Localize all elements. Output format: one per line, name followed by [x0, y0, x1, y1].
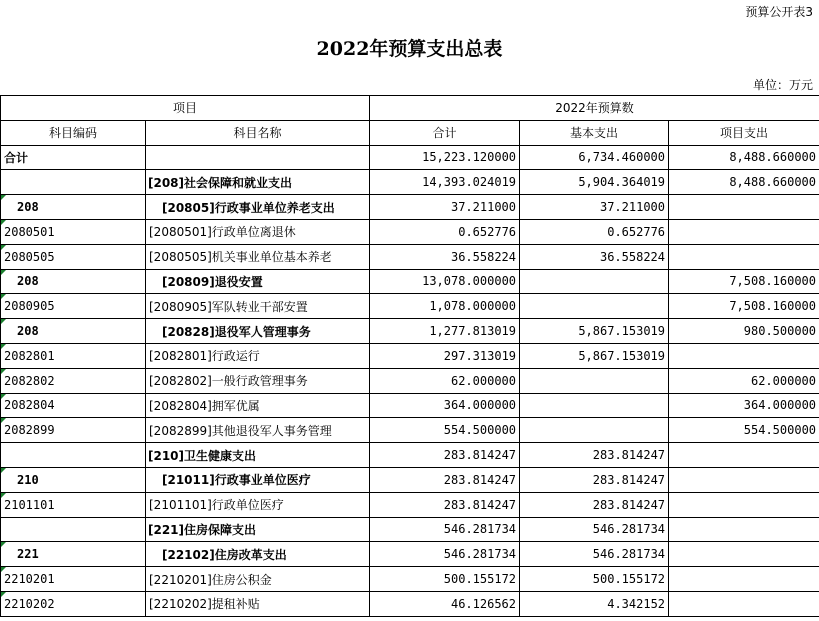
cell-project[interactable]: 7,508.160000	[669, 294, 819, 319]
cell-name[interactable]: [2082802]一般行政管理事务	[146, 368, 370, 393]
cell-name[interactable]: [20805]行政事业单位养老支出	[146, 195, 370, 220]
cell-code-text: 2080501	[4, 224, 55, 239]
cell-basic[interactable]: 546.281734	[520, 517, 669, 542]
cell-marker-icon	[1, 542, 6, 547]
cell-marker-icon	[1, 220, 6, 225]
cell-code[interactable]	[1, 443, 146, 468]
table-row[interactable]	[1, 393, 819, 418]
cell-code-text: 2082899	[4, 423, 55, 438]
cell-basic[interactable]: 283.814247	[520, 467, 669, 492]
cell-total[interactable]: 1,078.000000	[370, 294, 520, 319]
cell-total[interactable]: 546.281734	[370, 517, 520, 542]
cell-project[interactable]	[669, 567, 819, 592]
cell-basic[interactable]: 546.281734	[520, 542, 669, 567]
cell-basic[interactable]: 6,734.460000	[520, 145, 669, 170]
cell-project[interactable]	[669, 219, 819, 244]
budget-table	[0, 95, 819, 617]
cell-project[interactable]	[669, 443, 819, 468]
header-total: 合计	[370, 120, 520, 145]
cell-code[interactable]	[1, 343, 146, 368]
table-row[interactable]	[1, 492, 819, 517]
cell-name[interactable]: [210]卫生健康支出	[146, 443, 370, 468]
cell-code[interactable]	[1, 219, 146, 244]
cell-name[interactable]: [208]社会保障和就业支出	[146, 170, 370, 195]
cell-name[interactable]: [2101101]行政单位医疗	[146, 492, 370, 517]
cell-marker-icon	[1, 294, 6, 299]
cell-code-text: 2080905	[4, 299, 55, 314]
cell-code-text: 2082802	[4, 373, 55, 388]
table-row[interactable]	[1, 443, 819, 468]
header-code: 科目编码	[1, 120, 146, 145]
cell-name[interactable]: [2082804]拥军优属	[146, 393, 370, 418]
cell-code[interactable]	[1, 294, 146, 319]
table-row[interactable]	[1, 170, 819, 195]
table-row[interactable]	[1, 294, 819, 319]
table-row[interactable]	[1, 542, 819, 567]
cell-project[interactable]: 8,488.660000	[669, 170, 819, 195]
cell-marker-icon	[1, 270, 6, 275]
cell-code[interactable]	[1, 591, 146, 616]
cell-total[interactable]: 283.814247	[370, 467, 520, 492]
table-row[interactable]	[1, 418, 819, 443]
cell-marker-icon	[1, 195, 6, 200]
cell-code-text: 208	[17, 274, 39, 289]
header-name: 科目名称	[146, 120, 370, 145]
table-row[interactable]	[1, 195, 819, 220]
header-row-columns	[1, 120, 819, 145]
cell-project[interactable]: 62.000000	[669, 368, 819, 393]
cell-name[interactable]: [2080501]行政单位离退休	[146, 219, 370, 244]
cell-total[interactable]: 283.814247	[370, 492, 520, 517]
cell-total[interactable]: 37.211000	[370, 195, 520, 220]
cell-marker-icon	[1, 592, 6, 597]
cell-basic[interactable]	[520, 393, 669, 418]
cell-marker-icon	[1, 394, 6, 399]
cell-code-text: 208	[17, 200, 39, 215]
cell-code[interactable]	[1, 195, 146, 220]
cell-code-text: 2082801	[4, 348, 55, 363]
cell-project[interactable]	[669, 517, 819, 542]
cell-basic[interactable]: 283.814247	[520, 492, 669, 517]
cell-code[interactable]	[1, 517, 146, 542]
cell-basic[interactable]	[520, 294, 669, 319]
cell-code[interactable]	[1, 492, 146, 517]
cell-code[interactable]	[1, 368, 146, 393]
cell-name[interactable]: [2080905]军队转业干部安置	[146, 294, 370, 319]
cell-basic[interactable]: 500.155172	[520, 567, 669, 592]
cell-total[interactable]: 546.281734	[370, 542, 520, 567]
cell-total[interactable]: 36.558224	[370, 244, 520, 269]
cell-code[interactable]	[1, 467, 146, 492]
table-row[interactable]	[1, 517, 819, 542]
cell-project[interactable]: 980.500000	[669, 319, 819, 344]
cell-name[interactable]: [2082899]其他退役军人事务管理	[146, 418, 370, 443]
cell-code[interactable]: 合计	[1, 145, 146, 170]
cell-code[interactable]	[1, 542, 146, 567]
cell-code-text: 2080505	[4, 249, 55, 264]
table-row[interactable]	[1, 145, 819, 170]
cell-code-text: 208	[17, 324, 39, 339]
cell-project[interactable]	[669, 591, 819, 616]
cell-name[interactable]: [2082801]行政运行	[146, 343, 370, 368]
cell-basic[interactable]: 0.652776	[520, 219, 669, 244]
cell-code-text: 221	[17, 547, 39, 562]
cell-basic[interactable]: 5,904.364019	[520, 170, 669, 195]
table-tag: 预算公开表3	[745, 5, 813, 19]
cell-code[interactable]	[1, 393, 146, 418]
table-row[interactable]	[1, 219, 819, 244]
cell-marker-icon	[1, 369, 6, 374]
cell-total[interactable]: 46.126562	[370, 591, 520, 616]
cell-total[interactable]: 554.500000	[370, 418, 520, 443]
cell-project[interactable]	[669, 542, 819, 567]
cell-total[interactable]: 0.652776	[370, 219, 520, 244]
cell-marker-icon	[1, 567, 6, 572]
cell-marker-icon	[1, 245, 6, 250]
cell-total[interactable]: 13,078.000000	[370, 269, 520, 294]
table-row[interactable]	[1, 269, 819, 294]
cell-name[interactable]	[146, 145, 370, 170]
cell-code-text: 2210201	[4, 572, 55, 587]
cell-code[interactable]	[1, 170, 146, 195]
cell-name[interactable]: [2080505]机关事业单位基本养老	[146, 244, 370, 269]
table-row[interactable]	[1, 567, 819, 592]
cell-name[interactable]: [2210202]提租补贴	[146, 591, 370, 616]
cell-name[interactable]: [22102]住房改革支出	[146, 542, 370, 567]
page-title: 2022年预算支出总表	[316, 38, 503, 60]
cell-project[interactable]	[669, 244, 819, 269]
cell-total[interactable]: 500.155172	[370, 567, 520, 592]
cell-name[interactable]: [2210201]住房公积金	[146, 567, 370, 592]
cell-project[interactable]	[669, 467, 819, 492]
table-row[interactable]	[1, 244, 819, 269]
cell-basic[interactable]	[520, 418, 669, 443]
unit-label: 单位：万元	[752, 78, 813, 92]
cell-basic[interactable]: 36.558224	[520, 244, 669, 269]
cell-marker-icon	[1, 418, 6, 423]
header-project: 项目支出	[669, 120, 819, 145]
table-row[interactable]	[1, 591, 819, 616]
cell-total[interactable]: 283.814247	[370, 443, 520, 468]
cell-project[interactable]: 364.000000	[669, 393, 819, 418]
table-row[interactable]	[1, 467, 819, 492]
table-row[interactable]	[1, 319, 819, 344]
cell-code-text: 2082804	[4, 398, 55, 413]
cell-name[interactable]: [20809]退役安置	[146, 269, 370, 294]
cell-basic[interactable]	[520, 269, 669, 294]
table-row[interactable]	[1, 368, 819, 393]
cell-code[interactable]	[1, 244, 146, 269]
cell-code[interactable]	[1, 567, 146, 592]
cell-project[interactable]: 8,488.660000	[669, 145, 819, 170]
header-item-group: 项目	[1, 96, 370, 121]
header-budget-group: 2022年预算数	[370, 96, 819, 121]
cell-basic[interactable]: 4.342152	[520, 591, 669, 616]
cell-project[interactable]: 554.500000	[669, 418, 819, 443]
cell-basic[interactable]: 37.211000	[520, 195, 669, 220]
cell-basic[interactable]: 283.814247	[520, 443, 669, 468]
cell-basic[interactable]: 5,867.153019	[520, 343, 669, 368]
cell-project[interactable]	[669, 343, 819, 368]
cell-name[interactable]: [20828]退役军人管理事务	[146, 319, 370, 344]
table-row[interactable]	[1, 343, 819, 368]
cell-total[interactable]: 15,223.120000	[370, 145, 520, 170]
cell-code-text: 2101101	[4, 497, 55, 512]
cell-total[interactable]: 364.000000	[370, 393, 520, 418]
cell-code[interactable]	[1, 418, 146, 443]
cell-marker-icon	[1, 319, 6, 324]
cell-code-text: 2210202	[4, 596, 55, 611]
cell-marker-icon	[1, 344, 6, 349]
cell-total[interactable]: 297.313019	[370, 343, 520, 368]
cell-project[interactable]: 7,508.160000	[669, 269, 819, 294]
cell-total[interactable]: 1,277.813019	[370, 319, 520, 344]
cell-basic[interactable]: 5,867.153019	[520, 319, 669, 344]
cell-code[interactable]	[1, 319, 146, 344]
header-basic: 基本支出	[520, 120, 669, 145]
cell-total[interactable]: 62.000000	[370, 368, 520, 393]
cell-code-text: 210	[17, 472, 39, 487]
cell-project[interactable]	[669, 492, 819, 517]
cell-basic[interactable]	[520, 368, 669, 393]
cell-name[interactable]: [221]住房保障支出	[146, 517, 370, 542]
cell-marker-icon	[1, 493, 6, 498]
cell-marker-icon	[1, 468, 6, 473]
header-row-group	[1, 96, 819, 121]
cell-project[interactable]	[669, 195, 819, 220]
cell-name[interactable]: [21011]行政事业单位医疗	[146, 467, 370, 492]
cell-code[interactable]	[1, 269, 146, 294]
cell-total[interactable]: 14,393.024019	[370, 170, 520, 195]
